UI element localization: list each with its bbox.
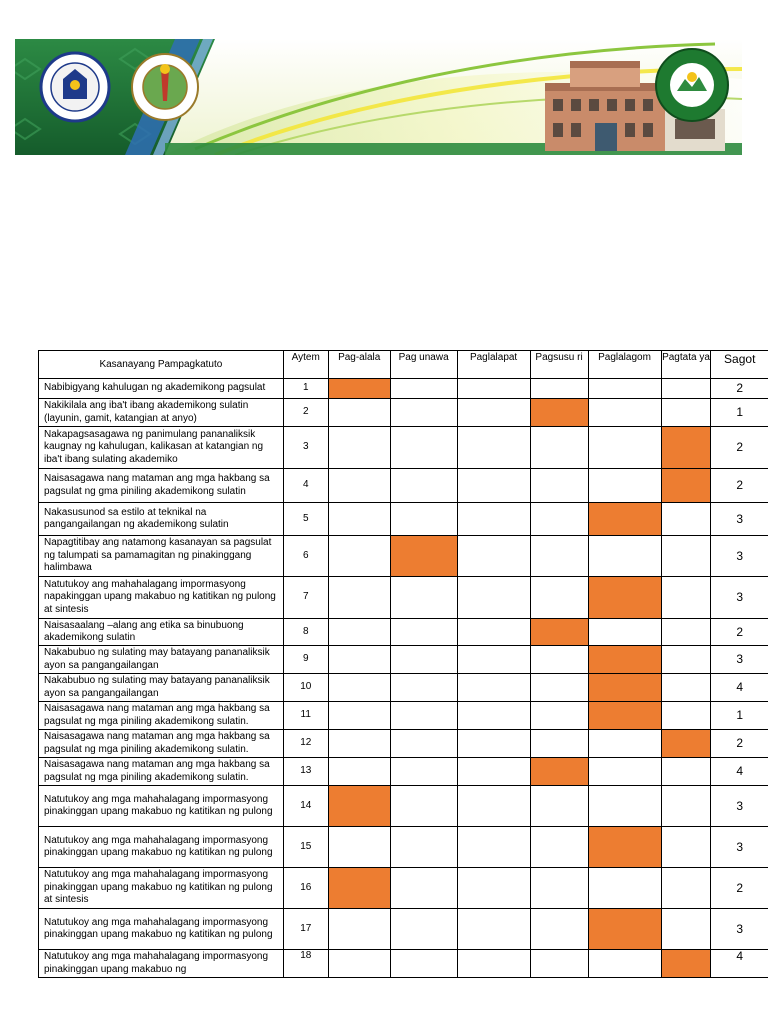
answer-cell: 3: [711, 503, 768, 536]
item-number-cell: 14: [283, 786, 328, 827]
level-cell-applying: [457, 503, 530, 536]
level-cell-creating: [661, 674, 711, 702]
level-cell-applying: [457, 909, 530, 950]
level-cell-remembering: [328, 950, 390, 978]
level-cell-applying: [457, 674, 530, 702]
level-cell-creating: [661, 536, 711, 577]
table-row: [39, 427, 768, 469]
level-cell-creating: [661, 399, 711, 427]
level-cell-analyzing: [530, 702, 588, 730]
table-row: [39, 536, 768, 577]
level-cell-evaluating: [588, 730, 661, 758]
level-cell-analyzing: [530, 758, 588, 786]
competency-cell: Nakabubuo ng sulating may batayang pananaliksik ayon sa pangangailangan: [39, 646, 284, 674]
competency-cell: Naisasaalang –alang ang etika sa binubuong akademikong sulatin: [39, 619, 284, 646]
level-cell-creating: [661, 577, 711, 619]
level-cell-remembering: [328, 674, 390, 702]
level-cell-creating: [661, 786, 711, 827]
deped-seal-icon: [41, 53, 109, 121]
level-cell-creating: [661, 646, 711, 674]
level-cell-applying: [457, 868, 530, 909]
answer-cell: 1: [711, 399, 768, 427]
answer-cell: 3: [711, 786, 768, 827]
level-cell-evaluating: [588, 536, 661, 577]
answer-cell: 4: [711, 950, 768, 978]
level-cell-creating: [661, 702, 711, 730]
level-cell-analyzing: [530, 646, 588, 674]
competency-cell: Naisasagawa nang mataman ang mga hakbang sa pagsulat ng gma piniling akademikong sulatin: [39, 469, 284, 503]
competency-cell: Natutukoy ang mahahalagang impormasyong napakinggan upang makabuo ng katitikan ng pulong at sintesis: [39, 577, 284, 619]
competency-cell: Naisasagawa nang mataman ang mga hakbang sa pagsulat ng mga piniling akademikong sulatin.: [39, 702, 284, 730]
level-cell-understanding: [390, 868, 457, 909]
header-analyzing: Pagsusu ri: [530, 351, 588, 379]
level-cell-creating: [661, 503, 711, 536]
table-row: [39, 577, 768, 619]
item-number-cell: 13: [283, 758, 328, 786]
level-cell-creating: [661, 469, 711, 503]
table-row: [39, 619, 768, 646]
level-cell-analyzing: [530, 379, 588, 399]
level-cell-analyzing: [530, 469, 588, 503]
item-number-cell: 3: [283, 427, 328, 469]
table-of-specification: [38, 350, 768, 978]
item-number-cell: 10: [283, 674, 328, 702]
competency-cell: Natutukoy ang mga mahahalagang impormasyong pinakinggan upang makabuo ng: [39, 950, 284, 978]
level-cell-analyzing: [530, 868, 588, 909]
table-row: [39, 730, 768, 758]
level-cell-creating: [661, 730, 711, 758]
level-cell-understanding: [390, 427, 457, 469]
item-number-cell: 11: [283, 702, 328, 730]
level-cell-analyzing: [530, 619, 588, 646]
level-cell-remembering: [328, 469, 390, 503]
answer-cell: 2: [711, 427, 768, 469]
table-row: [39, 758, 768, 786]
level-cell-evaluating: [588, 427, 661, 469]
level-cell-creating: [661, 758, 711, 786]
level-cell-creating: [661, 619, 711, 646]
level-cell-creating: [661, 868, 711, 909]
level-cell-applying: [457, 950, 530, 978]
header-applying: Paglalapat: [457, 351, 530, 379]
table-row: [39, 646, 768, 674]
level-cell-understanding: [390, 577, 457, 619]
level-cell-understanding: [390, 909, 457, 950]
item-number-cell: 7: [283, 577, 328, 619]
competency-cell: Naisasagawa nang mataman ang mga hakbang sa pagsulat ng mga piniling akademikong sulatin.: [39, 758, 284, 786]
table-row: [39, 674, 768, 702]
level-cell-evaluating: [588, 868, 661, 909]
level-cell-evaluating: [588, 702, 661, 730]
table-row: [39, 379, 768, 399]
competency-cell: Nakabubuo ng sulating may batayang pananaliksik ayon sa pangangailangan: [39, 674, 284, 702]
level-cell-analyzing: [530, 827, 588, 868]
level-cell-evaluating: [588, 469, 661, 503]
item-number-cell: 9: [283, 646, 328, 674]
level-cell-remembering: [328, 758, 390, 786]
level-cell-remembering: [328, 577, 390, 619]
answer-cell: 4: [711, 758, 768, 786]
region-seal-icon: [132, 54, 198, 120]
level-cell-understanding: [390, 619, 457, 646]
level-cell-analyzing: [530, 577, 588, 619]
level-cell-remembering: [328, 536, 390, 577]
level-cell-evaluating: [588, 674, 661, 702]
level-cell-analyzing: [530, 399, 588, 427]
level-cell-applying: [457, 399, 530, 427]
level-cell-evaluating: [588, 646, 661, 674]
level-cell-understanding: [390, 379, 457, 399]
level-cell-remembering: [328, 646, 390, 674]
competency-cell: Natutukoy ang mga mahahalagang impormasyong pinakinggan upang makabuo ng katitikan ng pulong: [39, 786, 284, 827]
answer-cell: 4: [711, 674, 768, 702]
level-cell-analyzing: [530, 786, 588, 827]
header-remembering: Pag-alala: [328, 351, 390, 379]
answer-cell: 2: [711, 379, 768, 399]
level-cell-applying: [457, 619, 530, 646]
level-cell-remembering: [328, 827, 390, 868]
level-cell-understanding: [390, 469, 457, 503]
level-cell-analyzing: [530, 909, 588, 950]
level-cell-evaluating: [588, 950, 661, 978]
level-cell-creating: [661, 950, 711, 978]
competency-cell: Nakasusunod sa estilo at teknikal na pangangailangan ng akademikong sulatin: [39, 503, 284, 536]
item-number-cell: 18: [283, 950, 328, 978]
level-cell-applying: [457, 827, 530, 868]
table-row: [39, 702, 768, 730]
level-cell-understanding: [390, 399, 457, 427]
level-cell-understanding: [390, 730, 457, 758]
level-cell-evaluating: [588, 619, 661, 646]
answer-cell: 3: [711, 646, 768, 674]
level-cell-remembering: [328, 427, 390, 469]
level-cell-remembering: [328, 868, 390, 909]
table-row: [39, 827, 768, 868]
header-item: Aytem: [283, 351, 328, 379]
header-answer: Sagot: [711, 351, 768, 379]
competency-cell: Napagtitibay ang natamong kasanayan sa pagsulat ng talumpati sa pamamagitan ng pinakinggang halimbawa: [39, 536, 284, 577]
level-cell-evaluating: [588, 577, 661, 619]
level-cell-analyzing: [530, 674, 588, 702]
level-cell-creating: [661, 827, 711, 868]
header-banner: [15, 39, 742, 155]
competency-cell: Nakikilala ang iba't ibang akademikong sulatin (layunin, gamit, katangian at anyo): [39, 399, 284, 427]
level-cell-applying: [457, 427, 530, 469]
level-cell-applying: [457, 786, 530, 827]
header-understanding: Pag unawa: [390, 351, 457, 379]
level-cell-understanding: [390, 827, 457, 868]
table-row: [39, 868, 768, 909]
item-number-cell: 5: [283, 503, 328, 536]
division-seal-icon: [656, 49, 728, 121]
level-cell-evaluating: [588, 503, 661, 536]
answer-cell: 3: [711, 536, 768, 577]
item-number-cell: 6: [283, 536, 328, 577]
competency-cell: Natutukoy ang mga mahahalagang impormasyong pinakinggan upang makabuo ng katitikan ng pulong at sintesis: [39, 868, 284, 909]
level-cell-understanding: [390, 674, 457, 702]
level-cell-creating: [661, 427, 711, 469]
level-cell-applying: [457, 730, 530, 758]
level-cell-analyzing: [530, 950, 588, 978]
competency-cell: Naisasagawa nang mataman ang mga hakbang sa pagsulat ng mga piniling akademikong sulatin.: [39, 730, 284, 758]
item-number-cell: 12: [283, 730, 328, 758]
answer-cell: 2: [711, 619, 768, 646]
item-number-cell: 15: [283, 827, 328, 868]
header-evaluating: Paglalagom: [588, 351, 661, 379]
answer-cell: 2: [711, 868, 768, 909]
answer-cell: 2: [711, 469, 768, 503]
competency-cell: Natutukoy ang mga mahahalagang impormasyong pinakinggan upang makabuo ng katitikan ng pulong: [39, 909, 284, 950]
level-cell-evaluating: [588, 827, 661, 868]
competency-cell: Nabibigyang kahulugan ng akademikong pagsulat: [39, 379, 284, 399]
level-cell-understanding: [390, 536, 457, 577]
item-number-cell: 8: [283, 619, 328, 646]
level-cell-analyzing: [530, 536, 588, 577]
level-cell-understanding: [390, 950, 457, 978]
answer-cell: 3: [711, 909, 768, 950]
level-cell-remembering: [328, 730, 390, 758]
table-row: [39, 503, 768, 536]
level-cell-evaluating: [588, 758, 661, 786]
level-cell-applying: [457, 379, 530, 399]
table-row: [39, 399, 768, 427]
level-cell-applying: [457, 702, 530, 730]
level-cell-applying: [457, 646, 530, 674]
level-cell-remembering: [328, 702, 390, 730]
level-cell-remembering: [328, 786, 390, 827]
level-cell-remembering: [328, 909, 390, 950]
level-cell-applying: [457, 758, 530, 786]
table-row: [39, 909, 768, 950]
level-cell-remembering: [328, 399, 390, 427]
level-cell-evaluating: [588, 909, 661, 950]
item-number-cell: 2: [283, 399, 328, 427]
table-row: [39, 786, 768, 827]
level-cell-applying: [457, 469, 530, 503]
level-cell-remembering: [328, 619, 390, 646]
level-cell-evaluating: [588, 786, 661, 827]
level-cell-analyzing: [530, 730, 588, 758]
level-cell-understanding: [390, 646, 457, 674]
level-cell-analyzing: [530, 503, 588, 536]
level-cell-creating: [661, 379, 711, 399]
level-cell-understanding: [390, 702, 457, 730]
item-number-cell: 1: [283, 379, 328, 399]
level-cell-applying: [457, 577, 530, 619]
competency-cell: Nakapagsasagawa ng panimulang pananaliksik kaugnay ng kahulugan, kalikasan at katangian ng iba't ibang sulating akademiko: [39, 427, 284, 469]
level-cell-analyzing: [530, 427, 588, 469]
level-cell-evaluating: [588, 399, 661, 427]
level-cell-remembering: [328, 503, 390, 536]
table-row: [39, 950, 768, 978]
level-cell-understanding: [390, 786, 457, 827]
competency-cell: Natutukoy ang mga mahahalagang impormasyong pinakinggan upang makabuo ng katitikan ng pulong: [39, 827, 284, 868]
level-cell-understanding: [390, 758, 457, 786]
table-row: [39, 469, 768, 503]
level-cell-creating: [661, 909, 711, 950]
answer-cell: 1: [711, 702, 768, 730]
header-competency: Kasanayang Pampagkatuto: [39, 351, 284, 379]
item-number-cell: 17: [283, 909, 328, 950]
header-creating: Pagtata ya: [661, 351, 711, 379]
answer-cell: 3: [711, 827, 768, 868]
answer-cell: 3: [711, 577, 768, 619]
answer-cell: 2: [711, 730, 768, 758]
level-cell-applying: [457, 536, 530, 577]
level-cell-understanding: [390, 503, 457, 536]
level-cell-evaluating: [588, 379, 661, 399]
item-number-cell: 16: [283, 868, 328, 909]
item-number-cell: 4: [283, 469, 328, 503]
level-cell-remembering: [328, 379, 390, 399]
